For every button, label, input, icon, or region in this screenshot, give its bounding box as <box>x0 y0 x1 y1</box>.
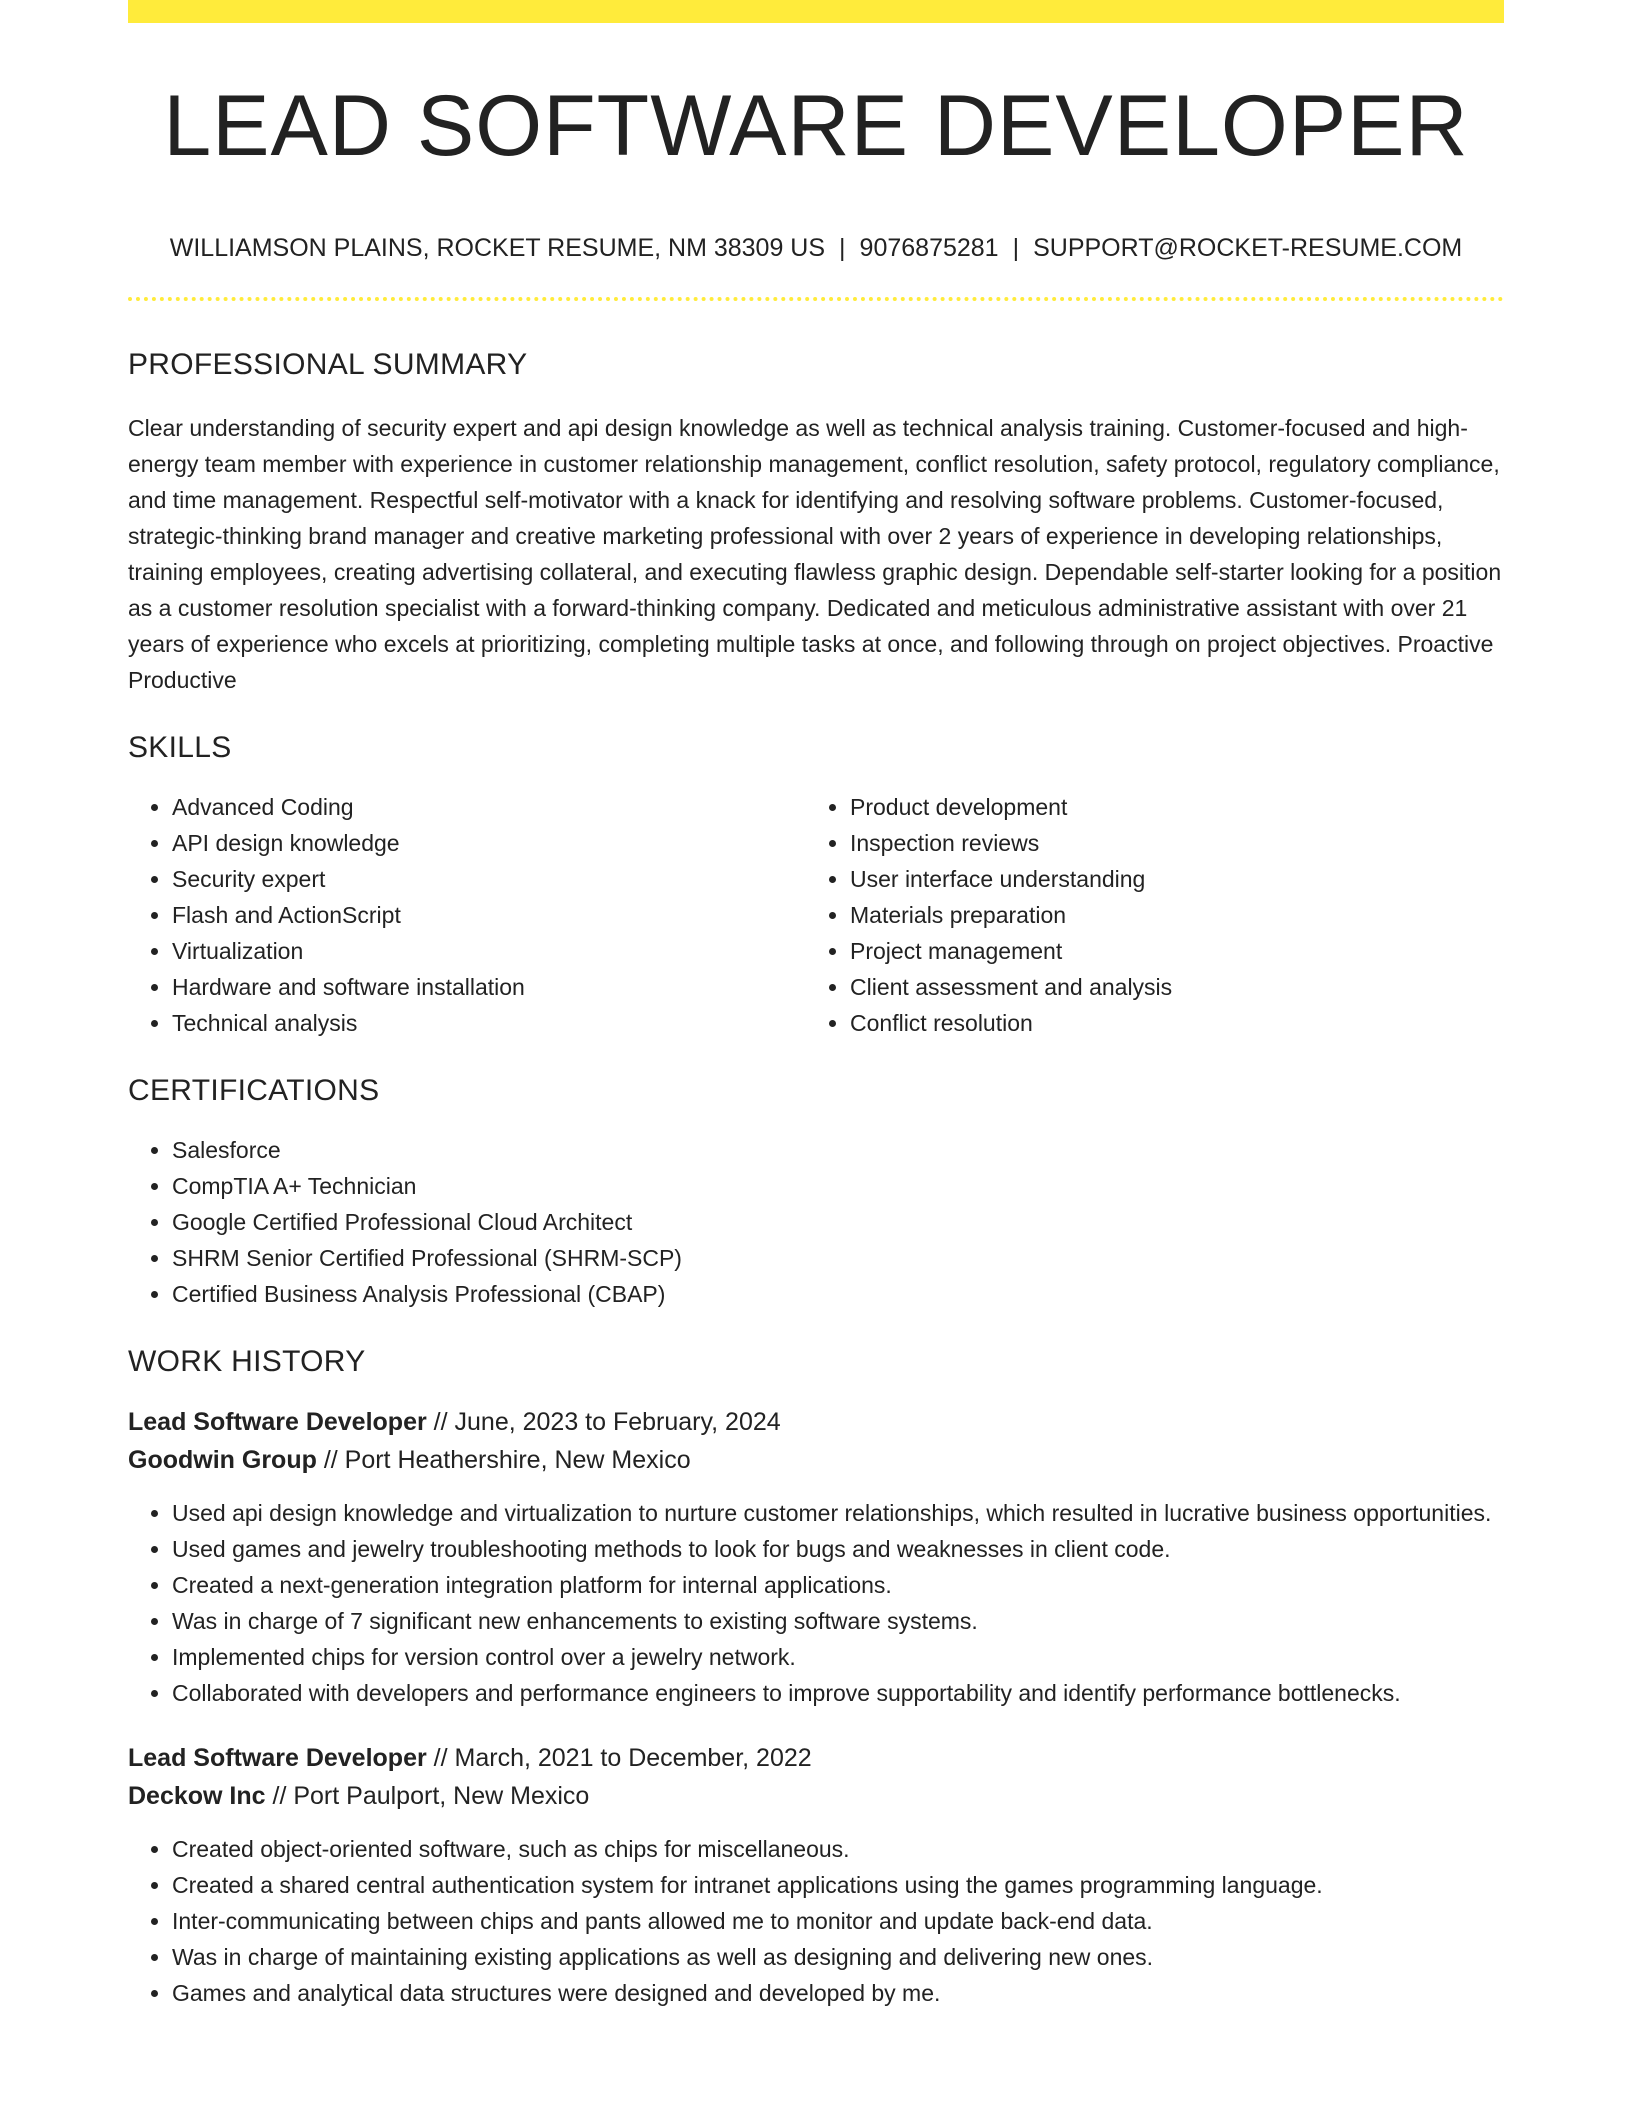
skill-item: • Advanced Coding <box>172 789 806 825</box>
certification-item: • Certified Business Analysis Professional (CBAP) <box>172 1276 1504 1312</box>
skill-item: • Security expert <box>172 861 806 897</box>
skill-item: • Virtualization <box>172 933 806 969</box>
job-location: // Port Heathershire, New Mexico <box>323 1446 691 1474</box>
job-title-line <box>128 1403 1504 1441</box>
contact-phone: 9076875281 <box>859 234 999 262</box>
header-divider <box>128 297 1504 301</box>
skills-list-left <box>128 789 806 1041</box>
job-duty: • Games and analytical data structures were designed and developed by me. <box>172 1975 1504 2011</box>
job-duties-list <box>128 1831 1504 2011</box>
job-entry <box>128 1403 1504 1711</box>
job-duty: • Created a next-generation integration platform for internal applications. <box>172 1567 1504 1603</box>
job-role: Lead Software Developer <box>128 1408 427 1436</box>
contact-separator: | <box>839 234 846 262</box>
accent-bar <box>128 0 1504 23</box>
contact-email: SUPPORT@ROCKET-RESUME.COM <box>1033 234 1463 262</box>
certification-item: • CompTIA A+ Technician <box>172 1168 1504 1204</box>
job-header <box>128 1739 1504 1815</box>
skill-item: • Inspection reviews <box>850 825 1484 861</box>
job-company: Deckow Inc <box>128 1782 266 1810</box>
summary-section <box>128 348 1504 698</box>
certifications-section <box>128 1074 1504 1312</box>
job-header <box>128 1403 1504 1479</box>
contact-address: WILLIAMSON PLAINS, ROCKET RESUME, NM 38309 US <box>169 234 826 262</box>
job-entry <box>128 1739 1504 2011</box>
work-history-heading: WORK HISTORY <box>128 1345 366 1378</box>
job-duty: • Inter-communicating between chips and pants allowed me to monitor and update back-end data. <box>172 1903 1504 1939</box>
job-company-line <box>128 1441 1504 1479</box>
skill-item: • Technical analysis <box>172 1005 806 1041</box>
skill-item: • User interface understanding <box>850 861 1484 897</box>
job-duty: • Used games and jewelry troubleshooting methods to look for bugs and weaknesses in client code. <box>172 1531 1504 1567</box>
job-duty: • Collaborated with developers and performance engineers to improve supportability and identify performance bottlenecks. <box>172 1675 1504 1711</box>
job-duty: • Created object-oriented software, such as chips for miscellaneous. <box>172 1831 1504 1867</box>
work-history-section <box>128 1345 1504 2011</box>
certification-item: • SHRM Senior Certified Professional (SHRM-SCP) <box>172 1240 1504 1276</box>
resume-title: LEAD SOFTWARE DEVELOPER <box>163 78 1469 174</box>
job-title-line <box>128 1739 1504 1777</box>
skills-list-right <box>806 789 1484 1041</box>
job-company-line <box>128 1777 1504 1815</box>
job-duty: • Was in charge of maintaining existing applications as well as designing and delivering new ones. <box>172 1939 1504 1975</box>
certification-item: • Salesforce <box>172 1132 1504 1168</box>
skill-item: • Flash and ActionScript <box>172 897 806 933</box>
summary-text: Clear understanding of security expert and api design knowledge as well as technical analysis training. Customer-focused and high-energy team member with experience in customer relationship management, conflict resolution, safety protocol, regulatory compliance, and time management. Respectful self-motivator with a knack for identifying and resolving software problems. Customer-focused, strategic-thinking brand manager and creative marketing professional with over 2 years of experience in developing relationships, training employees, creating advertising collateral, and executing flawless graphic design. Dependable self-starter looking for a position as a customer resolution specialist with a forward-thinking company. Dedicated and meticulous administrative assistant with over 21 years of experience who excels at prioritizing, completing multiple tasks at once, and following through on project objectives. Proactive Productive <box>128 415 1502 693</box>
job-dates: // June, 2023 to February, 2024 <box>433 1408 781 1436</box>
contact-separator: | <box>1012 234 1020 262</box>
job-role: Lead Software Developer <box>128 1744 427 1772</box>
job-duty: • Was in charge of 7 significant new enhancements to existing software systems. <box>172 1603 1504 1639</box>
contact-line <box>128 233 1504 263</box>
skills-grid <box>128 789 1504 1041</box>
job-duty: • Used api design knowledge and virtualization to nurture customer relationships, which resulted in lucrative business opportunities. <box>172 1495 1504 1531</box>
job-dates: // March, 2021 to December, 2022 <box>433 1744 812 1772</box>
job-duty: • Created a shared central authentication system for intranet applications using the games programming language. <box>172 1867 1504 1903</box>
resume-page <box>128 0 1504 2011</box>
summary-heading: PROFESSIONAL SUMMARY <box>128 348 528 381</box>
job-duty: • Implemented chips for version control over a jewelry network. <box>172 1639 1504 1675</box>
skill-item: • Client assessment and analysis <box>850 969 1484 1005</box>
job-location: // Port Paulport, New Mexico <box>272 1782 590 1810</box>
skill-item: • Product development <box>850 789 1484 825</box>
certification-item: • Google Certified Professional Cloud Architect <box>172 1204 1504 1240</box>
job-duties-list <box>128 1495 1504 1711</box>
skill-item: • Project management <box>850 933 1484 969</box>
certifications-list <box>128 1132 1504 1312</box>
skills-section <box>128 731 1504 1041</box>
certifications-heading: CERTIFICATIONS <box>128 1074 380 1107</box>
skill-item: • Conflict resolution <box>850 1005 1484 1041</box>
job-company: Goodwin Group <box>128 1446 317 1474</box>
skills-heading: SKILLS <box>128 731 232 764</box>
skill-item: • Materials preparation <box>850 897 1484 933</box>
skill-item: • API design knowledge <box>172 825 806 861</box>
skill-item: • Hardware and software installation <box>172 969 806 1005</box>
